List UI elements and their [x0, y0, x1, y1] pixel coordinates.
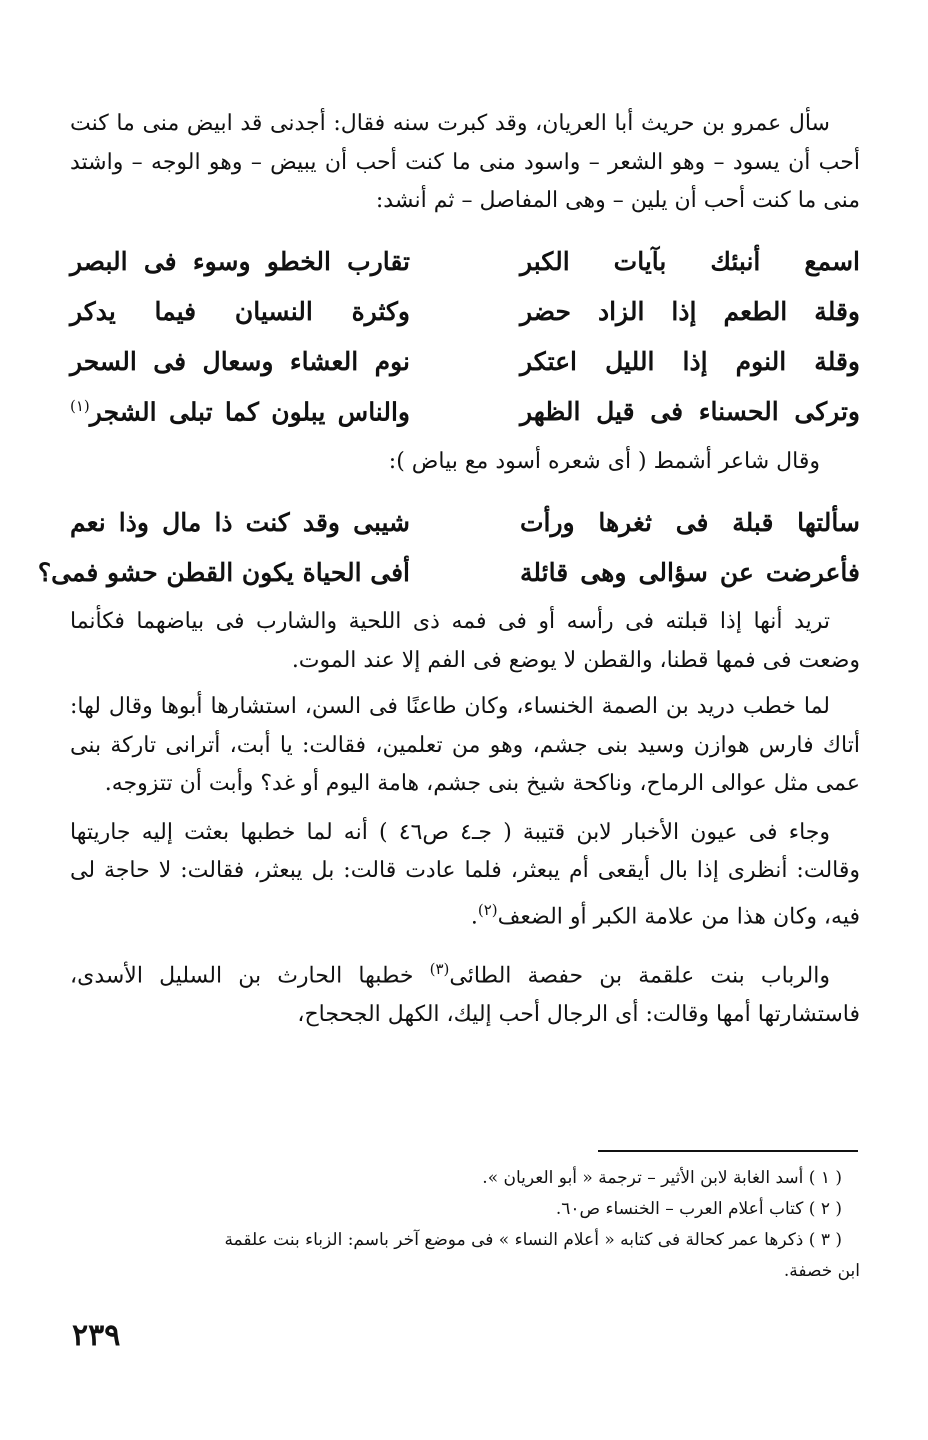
paragraph-4: لما خطب دريد بن الصمة الخنساء، وكان طاعنًا فى السن، استشارها أبوها وقال لها: أتاك فارس هوازن وسيد بنى جشم، وهو من تعلمين، فقالت: يا أبت، أترانى تاركة بنى عمى مثل عوالى الرماح، وناكحة شيخ بنى جشم، هامة اليوم أو غد؟ وأبت أن تتزوجه.: [70, 694, 860, 796]
paragraph-3: تريد أنها إذا قبلته فى رأسه أو فى فمه ذى اللحية والشارب فى بياضهما فكأنما وضعت فى فمها قطنا، والقطن لا يوضع فى الفم إلا عند الموت.: [70, 609, 860, 673]
paragraph-6-text-a: والرباب بنت علقمة بن حفصة الطائى: [449, 963, 830, 989]
page-number: ٢٣٩: [72, 1318, 121, 1353]
paragraph-5: [70, 814, 860, 937]
poem-hemistich-right: وقلة النوم إذا الليل اعتكر: [520, 347, 860, 376]
footnote-1: ( ١ ) أسد الغابة لابن الأثير – ترجمة « أبو العريان ».: [482, 1168, 842, 1188]
poem-hemistich-right: سألتها قبلة فى ثغرها ورأت: [520, 507, 860, 537]
footnotes: [70, 1163, 860, 1287]
poem-hemistich-right: فأعرضت عن سؤالى وهى قائلة: [520, 557, 860, 587]
poem-hemistich-text: والناس يبلون كما تبلى الشجر: [89, 397, 410, 427]
footnote-3: ( ٣ ) ذكرها عمر كحالة فى كتابه « أعلام النساء » فى موضع آخر باسم: الزباء بنت علقمة: [224, 1230, 842, 1250]
footnote-2: ( ٢ ) كتاب أعلام العرب – الخنساء ص٦٠.: [555, 1199, 842, 1219]
footnote-3-continuation: ابن خصفة.: [783, 1261, 860, 1281]
poem-intro-line: وقال شاعر أشمط ( أى شعره أسود مع بياض ):: [388, 448, 820, 474]
poem-hemistich-left: شيبى وقد كنت ذا مال وذا نعم: [70, 507, 410, 537]
poem-hemistich-left: تقارب الخطو وسوء فى البصر: [70, 247, 410, 276]
footnote-marker: (٢): [477, 900, 498, 919]
page-body: [37, 105, 860, 1035]
poem-hemistich-right: وقلة الطعم إذا الزاد حضر: [520, 297, 860, 326]
footnote-marker: (٣): [429, 960, 450, 979]
poem-kiss: [37, 497, 860, 597]
poem-hemistich-right: وتركى الحسناء فى قيل الظهر: [520, 397, 860, 426]
poem-old-age: [70, 237, 860, 437]
poem-line: [70, 237, 860, 287]
footnote-marker: (١): [70, 396, 90, 415]
poem-line: [37, 547, 860, 597]
paragraph-1: سأل عمرو بن حريث أبا العريان، وقد كبرت سنه فقال: أجدنى قد ابيض منى ما كنت أحب أن يسود – وهو الشعر – واسود منى ما كنت أحب أن يبيض – وهو الوجه – واشتد منى ما كنت أحب أن يلين – وهى المفاصل – ثم أنشد:: [70, 111, 860, 213]
poem-hemistich-left: أفى الحياة يكون القطن حشو فمى؟: [37, 557, 410, 587]
poem-hemistich-right: اسمع أنبئك بآيات الكبر: [520, 247, 860, 276]
paragraph-5-text: وجاء فى عيون الأخبار لابن قتيبة ( جـ٤ ص٤٦ ) أنه لما خطبها بعثت إليه جاريتها وقالت: أنظرى إذا بال أيقعى أم يبعثر، فلما عادت قالت: بل يبعثر، فقالت: لا حاجة لى فيه، وكان هذا من علامة الكبر أو الضعف: [70, 819, 860, 929]
footnote-divider: [598, 1150, 858, 1152]
poem-hemistich-left: نوم العشاء وسعال فى السحر: [70, 347, 410, 376]
paragraph-5-end: .: [470, 903, 478, 929]
poem-hemistich-left: وكثرة النسيان فيما يدكر: [70, 297, 410, 326]
poem-line: [70, 337, 860, 387]
paragraph-6: [70, 950, 860, 1034]
poem-line: [70, 287, 860, 337]
poem-line: [70, 387, 860, 437]
paragraph-6-text-b: خطبها الحارث بن السليل الأسدى، فاستشارتها أمها وقالت: أى الرجال أحب إليك، الكهل الجحجاح،: [70, 963, 860, 1028]
poem-hemistich-left: [70, 397, 410, 426]
poem-line: [70, 497, 860, 547]
